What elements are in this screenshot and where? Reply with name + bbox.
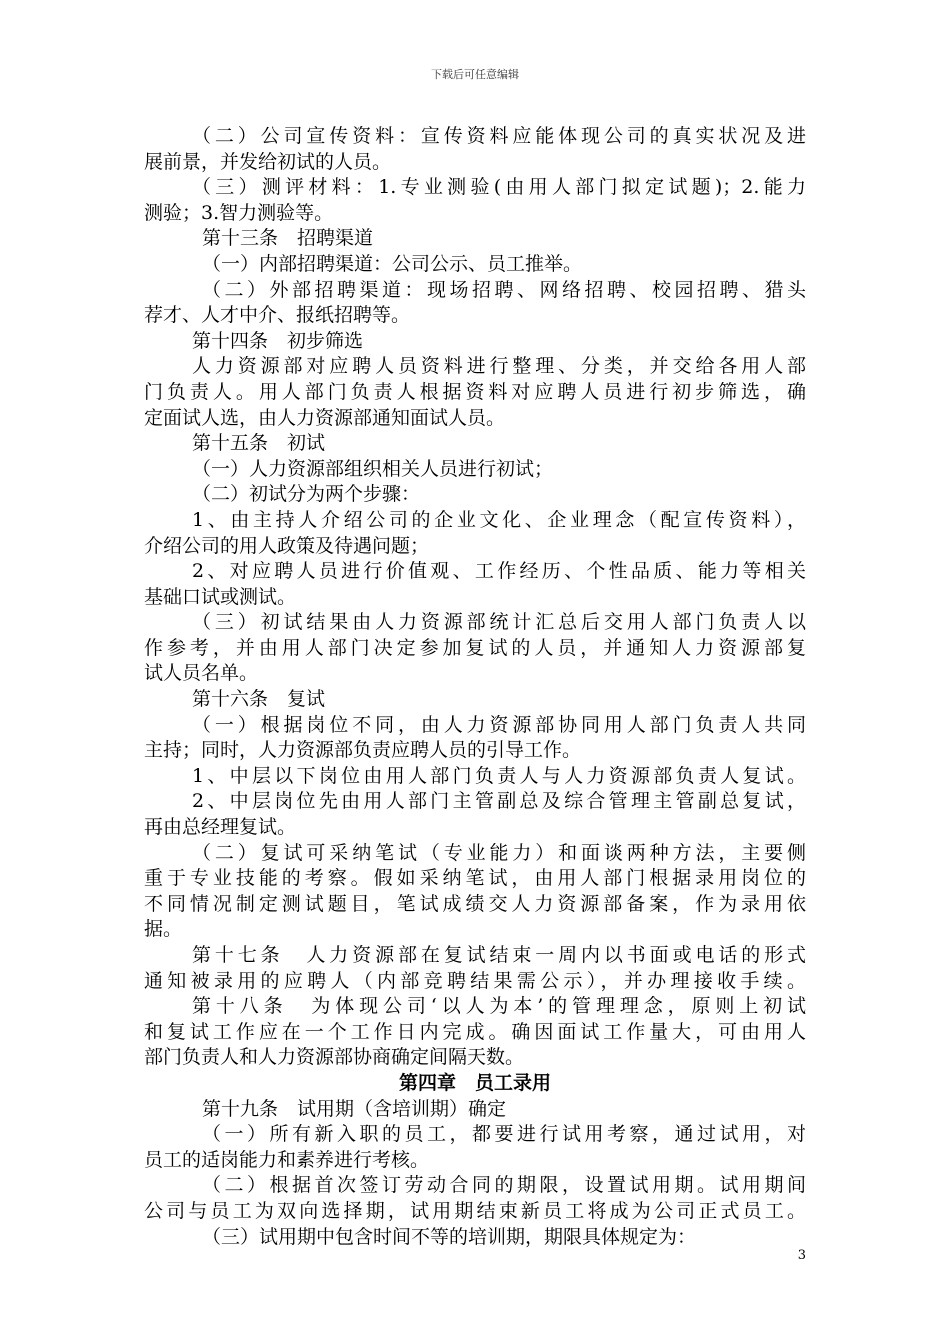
text-line: （二）根据首次签订劳动合同的期限，设置试用期。试用期间 xyxy=(202,1174,806,1197)
text-line: 荐才、人才中介、报纸招聘等。 xyxy=(144,304,411,327)
text-line: （二）初试分为两个步骤： xyxy=(192,483,421,506)
text-line: 2、中层岗位先由用人部门主管副总及综合管理主管副总复试， xyxy=(192,790,806,813)
text-line: （一）根据岗位不同，由人力资源部协同用人部门负责人共同 xyxy=(192,713,806,736)
text-line: 定面试人选，由人力资源部通知面试人员。 xyxy=(144,406,506,429)
text-line: （二）复试可采纳笔试（专业能力）和面谈两种方法，主要侧 xyxy=(192,841,806,864)
text-line: （三）试用期中包含时间不等的培训期，期限具体规定为： xyxy=(202,1225,697,1248)
text-line: 不同情况制定测试题目，笔试成绩交人力资源部备案，作为录用依 xyxy=(144,892,806,915)
text-line: 基础口试或测试。 xyxy=(144,585,297,608)
text-line: （一）所有新入职的员工，都要进行试用考察，通过试用，对 xyxy=(202,1123,806,1146)
text-line: 公司与员工为双向选择期，试用期结束新员工将成为公司正式员工。 xyxy=(144,1199,806,1222)
text-line: 人力资源部对应聘人员资料进行整理、分类，并交给各用人部 xyxy=(192,355,806,378)
text-line: 第十八条 为体现公司‘以人为本’的管理理念，原则上初试 xyxy=(192,995,806,1018)
text-line: 第十四条 初步筛选 xyxy=(192,329,364,352)
text-line: 第十九条 试用期（含培训期）确定 xyxy=(202,1097,507,1120)
text-line: 第十六条 复试 xyxy=(192,688,326,711)
text-line: （三）测评材料：1.专业测验(由用人部门拟定试题)；2.能力 xyxy=(192,176,806,199)
text-line: 测验；3.智力测验等。 xyxy=(144,201,334,224)
text-line: 1、中层以下岗位由用人部门负责人与人力资源部负责人复试。 xyxy=(192,764,806,787)
document-body xyxy=(144,124,806,1250)
text-line: 部门负责人和人力资源部协商确定间隔天数。 xyxy=(144,1046,525,1069)
text-line: 第十三条 招聘渠道 xyxy=(202,227,374,250)
text-line: 门负责人。用人部门负责人根据资料对应聘人员进行初步筛选，确 xyxy=(144,380,806,403)
text-line: 作参考，并由用人部门决定参加复试的人员，并通知人力资源部复 xyxy=(144,636,806,659)
text-line: 第十五条 初试 xyxy=(192,432,326,455)
text-line: 重于专业技能的考察。假如采纳笔试，由用人部门根据录用岗位的 xyxy=(144,867,806,890)
text-line: 主持；同时，人力资源部负责应聘人员的引导工作。 xyxy=(144,739,582,762)
text-line: 员工的适岗能力和素养进行考核。 xyxy=(144,1148,430,1171)
text-line: 介绍公司的用人政策及待遇问题； xyxy=(144,534,430,557)
chapter-heading: 第四章 员工录用 xyxy=(398,1071,551,1094)
page-header: 下载后可任意编辑 xyxy=(431,68,519,81)
text-line: 通知被录用的应聘人（内部竞聘结果需公示），并办理接收手续。 xyxy=(144,969,806,992)
text-line: 第十七条 人力资源部在复试结束一周内以书面或电话的形式 xyxy=(192,944,806,966)
text-line: （二）公司宣传资料：宣传资料应能体现公司的真实状况及进 xyxy=(192,125,806,147)
text-line: （三）初试结果由人力资源部统计汇总后交用人部门负责人以 xyxy=(192,611,806,634)
text-line: （二）外部招聘渠道：现场招聘、网络招聘、校园招聘、猎头 xyxy=(202,278,806,301)
text-line: （一）人力资源部组织相关人员进行初试； xyxy=(192,457,554,480)
text-line: 据。 xyxy=(144,918,183,941)
text-line: 1、由主持人介绍公司的企业文化、企业理念（配宣传资料）， xyxy=(192,508,806,531)
text-line: 试人员名单。 xyxy=(144,662,259,685)
text-line: 展前景，并发给初试的人员。 xyxy=(144,150,392,173)
text-line: 2、对应聘人员进行价值观、工作经历、个性品质、能力等相关 xyxy=(192,560,806,583)
page-number: 3 xyxy=(797,1248,806,1263)
text-line: 再由总经理复试。 xyxy=(144,816,297,839)
text-line: 和复试工作应在一个工作日内完成。确因面试工作量大，可由用人 xyxy=(144,1020,806,1043)
text-line: （一）内部招聘渠道：公司公示、员工推举。 xyxy=(202,252,583,275)
